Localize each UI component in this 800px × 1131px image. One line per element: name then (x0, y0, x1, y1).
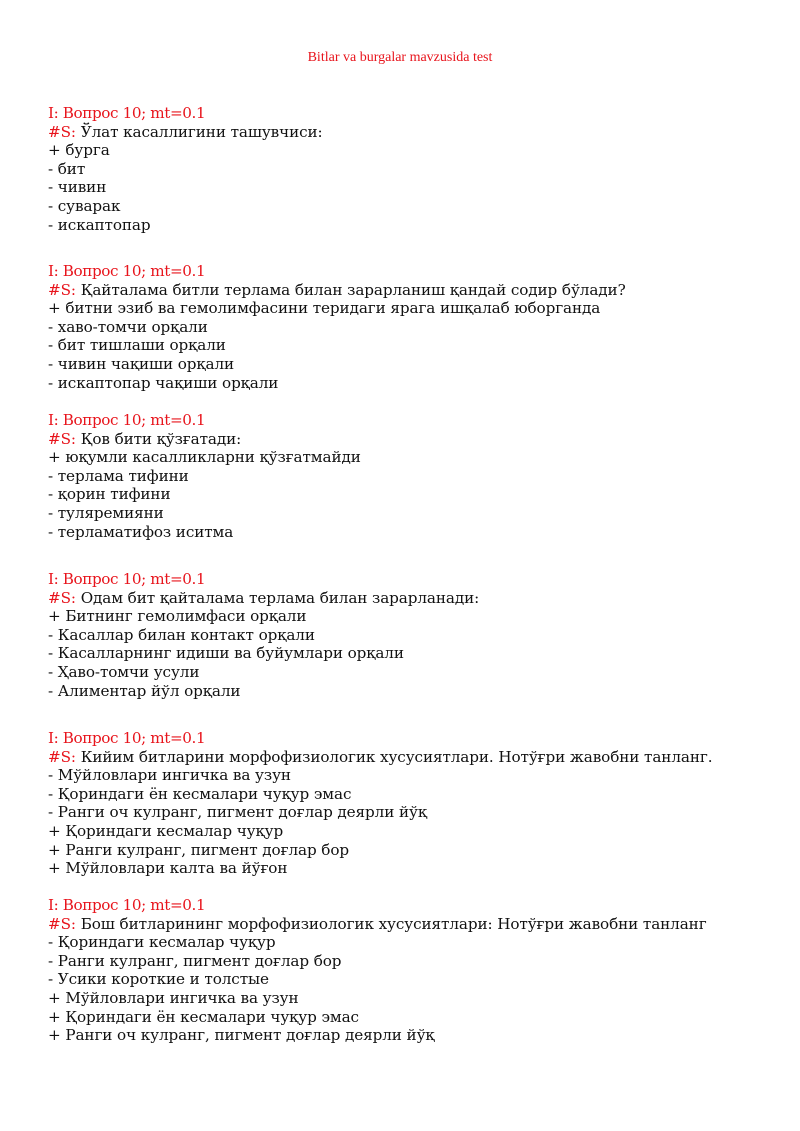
question-header: I: Вопрос 10; mt=0.1 (48, 262, 206, 280)
answer-option: - искаптопар чақиши орқали (48, 373, 279, 392)
question-header: I: Вопрос 10; mt=0.1 (48, 570, 206, 588)
answer-option: - қорин тифини (48, 485, 171, 504)
question-text-line (48, 123, 778, 142)
answer-option: - суварак (48, 196, 121, 215)
question-header: I: Вопрос 10; mt=0.1 (48, 104, 206, 122)
answer-option: + Мўйловлари калта ва йўғон (48, 859, 288, 878)
question-block (48, 570, 778, 700)
answer-option: - Мўйловлари ингичка ва узун (48, 766, 291, 785)
question-prefix: #S: (48, 747, 76, 766)
answer-option: - Алиментар йўл орқали (48, 681, 241, 700)
answer-option: - чивин чақиши орқали (48, 354, 235, 373)
answer-option: - хаво-томчи орқали (48, 317, 208, 336)
question-text: Қов бити қўзғатади: (80, 429, 242, 448)
question-block (48, 729, 778, 878)
question-prefix: #S: (48, 122, 76, 141)
question-text: Одам бит қайталама терлама билан зарарланади: (80, 588, 480, 607)
answer-option: + Ранги кулранг, пигмент доғлар бор (48, 840, 350, 859)
answer-option: - Ҳаво-томчи усули (48, 662, 200, 681)
answer-option: - Ранги кулранг, пигмент доғлар бор (48, 951, 342, 970)
question-prefix: #S: (48, 429, 76, 448)
answer-option: - чивин (48, 178, 107, 197)
answer-option: + Ранги оч кулранг, пигмент доғлар деярли йўқ (48, 1026, 435, 1045)
question-text-line (48, 915, 778, 934)
question-block (48, 104, 778, 234)
question-header: I: Вопрос 10; mt=0.1 (48, 896, 206, 914)
answer-option: + бурга (48, 141, 110, 160)
answer-option: - бит (48, 159, 86, 178)
question-text: Қайталама битли терлама билан зарарланиш қандай содир бўлади? (80, 280, 626, 299)
answer-option: + Қориндаги ён кесмалари чуқур эмас (48, 1007, 359, 1026)
question-header: I: Вопрос 10; mt=0.1 (48, 411, 206, 429)
question-text: Ўлат касаллигини ташувчиси: (80, 122, 323, 141)
question-block (48, 896, 778, 1045)
question-header: I: Вопрос 10; mt=0.1 (48, 729, 206, 747)
answer-option: - терламатифоз иситма (48, 522, 234, 541)
answer-option: - терлама тифини (48, 466, 189, 485)
answer-option: - Қориндаги ён кесмалари чуқур эмас (48, 784, 352, 803)
question-text-line (48, 589, 778, 608)
question-block (48, 262, 778, 392)
question-block (48, 411, 778, 541)
question-text-line (48, 748, 778, 767)
question-prefix: #S: (48, 280, 76, 299)
answer-option: + Битнинг гемолимфаси орқали (48, 607, 307, 626)
answer-option: + Қориндаги кесмалар чуқур (48, 821, 284, 840)
answer-option: - Усики короткие и толстые (48, 970, 269, 989)
page-title: Bitlar va burgalar mavzusida test (307, 50, 493, 65)
answer-option: - Касалларнинг идиши ва буйумлари орқали (48, 644, 404, 663)
question-text-line (48, 281, 778, 300)
question-text-line (48, 430, 778, 449)
question-prefix: #S: (48, 588, 76, 607)
answer-option: - Қориндаги кесмалар чуқур (48, 933, 276, 952)
answer-option: - искаптопар (48, 215, 151, 234)
answer-option: + юқумли касалликларни қўзғатмайди (48, 448, 361, 467)
answer-option: - туляремияни (48, 503, 164, 522)
answer-option: - бит тишлаши орқали (48, 336, 226, 355)
answer-option: + битни эзиб ва гемолимфасини теридаги ярага ишқалаб юборганда (48, 299, 601, 318)
question-text: Кийим битларини морфофизиологик хусусиятлари. Нотўғри жавобни танланг. (80, 747, 713, 766)
question-prefix: #S: (48, 914, 76, 933)
answer-option: + Мўйловлари ингичка ва узун (48, 988, 299, 1007)
answer-option: - Ранги оч кулранг, пигмент доғлар деярли йўқ (48, 803, 427, 822)
answer-option: - Касаллар билан контакт орқали (48, 625, 315, 644)
question-text: Бош битларининг морфофизиологик хусусиятлари: Нотўғри жавобни танланг (80, 914, 707, 933)
